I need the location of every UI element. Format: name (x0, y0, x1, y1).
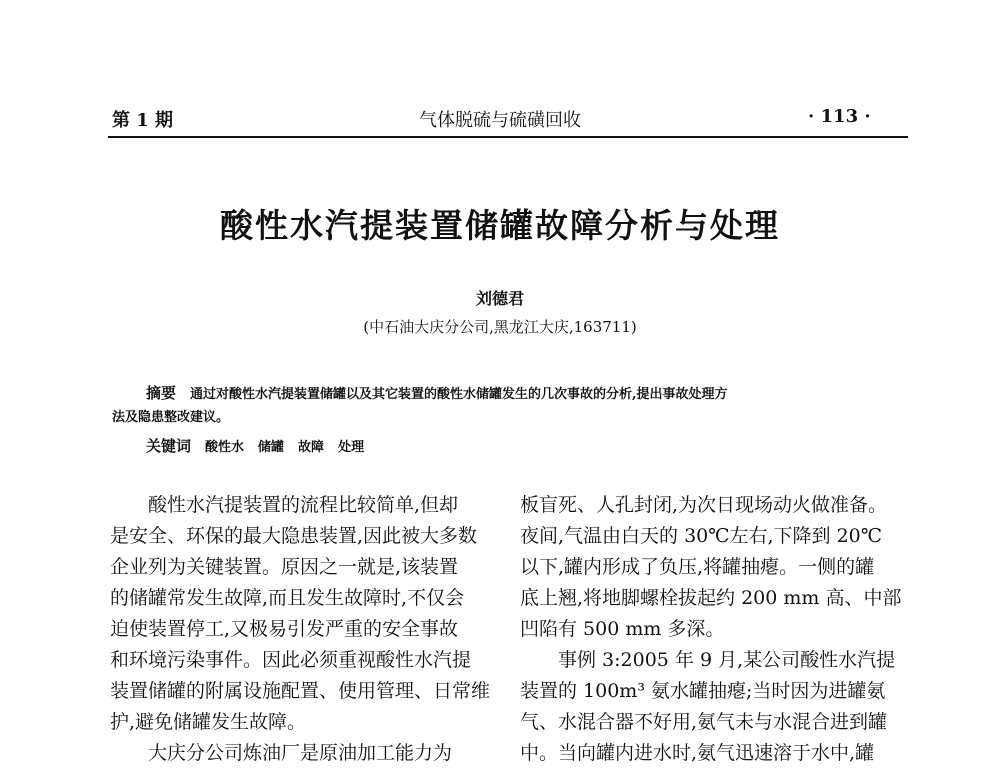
body-line: 以下,罐内形成了负压,将罐抽瘪。一侧的罐 (520, 556, 875, 578)
body-line: 装置的 100m³ 氨水罐抽瘪;当时因为进罐氨 (520, 680, 886, 702)
body-line: 酸性水汽提装置的流程比较简单,但却 (148, 494, 459, 516)
body-line: 中。当向罐内进水时,氨气迅速溶于水中,罐 (520, 742, 875, 764)
header-rule (108, 136, 908, 138)
abstract-line (146, 382, 728, 403)
body-line: 底上翘,将地脚螺栓拔起约 200 mm 高、中部 (520, 587, 902, 609)
author: 刘德君 (475, 289, 524, 308)
body-line: 气、水混合器不好用,氨气未与水混合进到罐 (520, 711, 888, 733)
body-column-left (110, 490, 491, 769)
body-line: 装置储罐的附属设施配置、使用管理、日常维 (110, 680, 491, 702)
body-line: 迫使装置停工,又极易引发严重的安全事故 (110, 618, 459, 640)
abstract-text: 通过对酸性水汽提装置储罐以及其它装置的酸性水储罐发生的几次事故的分析,提出事故处理方 (190, 387, 728, 402)
body-line: 夜间,气温由白天的 30℃左右,下降到 20℃ (520, 525, 883, 547)
issue-number: 第 1 期 (112, 110, 174, 131)
body-line: 企业列为关键装置。原因之一就是,该装置 (110, 556, 459, 578)
page-number: · 113 · (808, 106, 871, 127)
keywords-label: 关键词 (146, 437, 192, 455)
affiliation: (中石油大庆分公司,黑龙江大庆,163711) (363, 318, 637, 336)
body-line: 和环境污染事件。因此必须重视酸性水汽提 (110, 649, 472, 671)
keywords (146, 435, 378, 456)
keyword: 处理 (338, 440, 365, 455)
body-line: 事例 3:2005 年 9 月,某公司酸性水汽提 (558, 649, 896, 671)
abstract-line: 法及隐患整改建议。 (112, 410, 230, 425)
keyword: 储罐 (258, 440, 285, 455)
body-line: 板盲死、人孔封闭,为次日现场动火做准备。 (520, 494, 888, 516)
body-line: 的储罐常发生故障,而且发生故障时,不仅会 (110, 587, 465, 609)
keyword: 酸性水 (205, 440, 245, 455)
body-line: 是安全、环保的最大隐患装置,因此被大多数 (110, 525, 478, 547)
keyword: 故障 (298, 440, 325, 455)
body-line: 大庆分公司炼油厂是原油加工能力为 (148, 742, 453, 764)
body-column-right (520, 490, 910, 769)
body-line: 凹陷有 500 mm 多深。 (520, 618, 725, 640)
abstract-label: 摘要 (146, 384, 177, 402)
journal-name: 气体脱硫与硫磺回收 (419, 110, 581, 131)
body-line: 护,避免储罐发生故障。 (110, 711, 307, 733)
paper-title: 酸性水汽提装置储罐故障分析与处理 (220, 206, 780, 245)
